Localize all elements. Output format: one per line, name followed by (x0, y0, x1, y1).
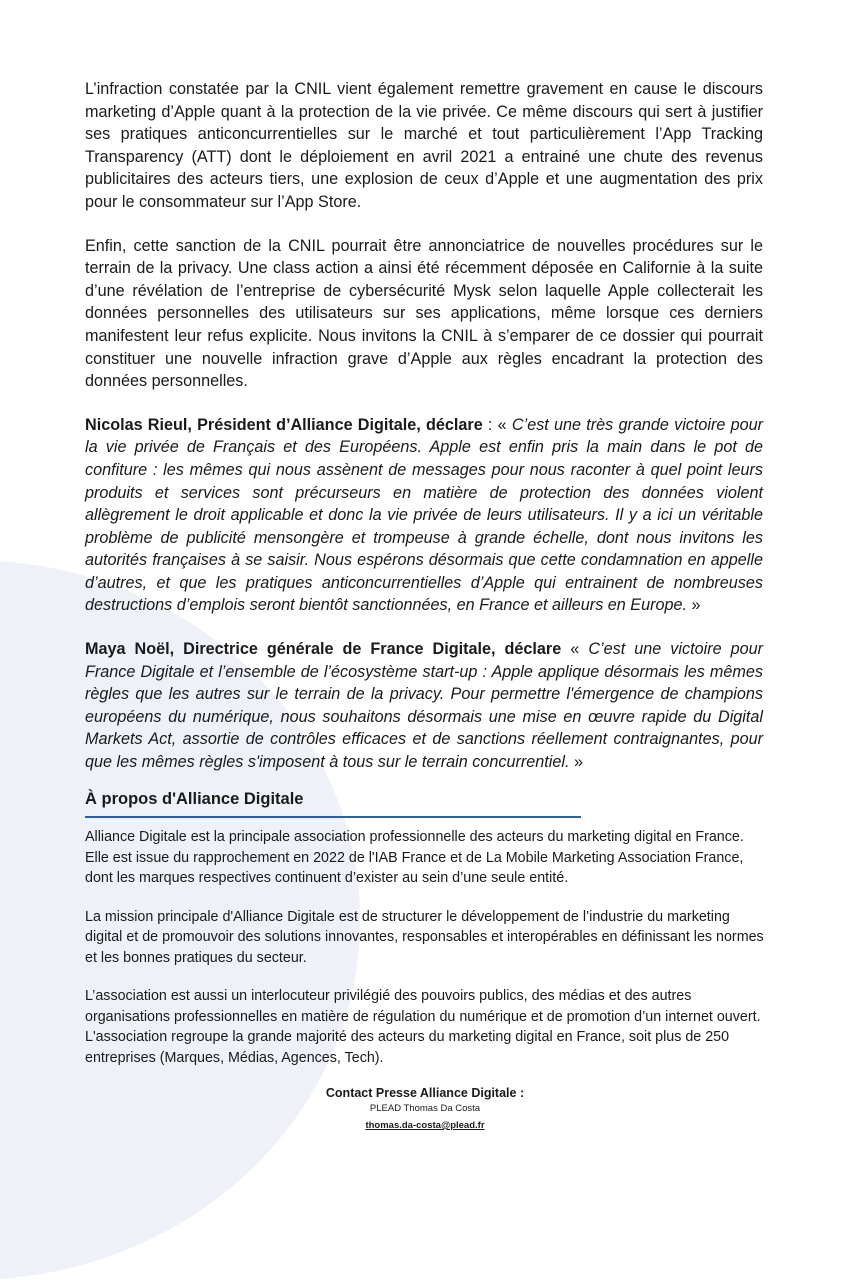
quote-nicolas-rieul: Nicolas Rieul, Président d’Alliance Digitale, déclare : « C’est une très grande victoire pour la vie privée de Français et des Européens. Apple est enfin pris la main dans le pot de confiture : les mêmes qui nous assènent de messages pour nous raconter à quel point leurs produits et services sont précurseurs en matière de protection des données violent allègrement le droit applicable et donc la vie privée de leurs utilisateurs. Il y a ici un véritable problème de publicité mensongère et trompeuse à grande échelle, dont nous invitons les autorités françaises à se saisir. Nous espérons désormais que cette condamnation en appelle d’autres, et que les pratiques anticoncurrentielles d’Apple qui entrainent de nombreuses destructions d’emplois seront bientôt sanctionnées, en France et ailleurs en Europe. » (85, 415, 764, 615)
quote-text: C’est une très grande victoire pour la vie privée de Français et des Européens. Apple est enfin pris la main dans le pot de confiture : les mêmes qui nous assènent de messages pour nous raconter à quel point leurs produits et services sont précurseurs en matière de protection des données violent allègrement le droit applicable et donc la vie privée de leurs utilisateurs. Il y a ici un véritable problème de publicité mensongère et trompeuse à grande échelle, dont nous invitons les autorités françaises à se saisir. Nous espérons désormais que cette condamnation en appelle d’autres, et que les pratiques anticoncurrentielles d’Apple qui entrainent de nombreuses destructions d’emplois seront bientôt sanctionnées, en France et ailleurs en Europe. (85, 415, 764, 615)
quote-maya-noel: Maya Noël, Directrice générale de France Digitale, déclare « C’est une victoire pour France Digitale et l’ensemble de l’écosystème start-up : Apple applique désormais les mêmes règles que les autres sur le terrain de la privacy. Pour permettre l'émergence de champions européens du numérique, nous souhaitons désormais une mise en œuvre rapide du Digital Markets Act, assortie de contrôles efficaces et de sanctions réellement contraignantes, pour que les mêmes règles s'imposent à tous sur le terrain concurrentiel. » (85, 640, 764, 772)
paragraph-class-action: Enfin, cette sanction de la CNIL pourrait être annonciatrice de nouvelles procédures sur le terrain de la privacy. Une class action a ainsi été récemment déposée en Californie à la suite d’une révélation de l’entreprise de cybersécurité Mysk selon laquelle Apple collecterait les données personnelles des utilisateurs sur ses applications, même lorsque ces derniers manifestent leur refus explicite. Nous invitons la CNIL à s’emparer de ce dossier qui pourrait constituer une nouvelle infraction grave d’Apple aux règles encadrant la protection des données personnelles. (85, 236, 763, 391)
press-contact (0, 1085, 850, 1133)
about-paragraph: Alliance Digitale est la principale association professionnelle des acteurs du marketing digital en France. Elle est issue du rapprochement en 2022 de l'IAB France et de La Mobile Marketing Association France, dont les marques respectives continuent d’exister au sein d’une seule entité. (85, 829, 744, 886)
contact-title: Contact Presse Alliance Digitale : (325, 1086, 525, 1100)
heading-divider (85, 816, 581, 818)
contact-email-link[interactable]: thomas.da-costa@plead.fr (365, 1120, 485, 1131)
press-release-body (85, 78, 763, 774)
about-paragraph: L’association est aussi un interlocuteur privilégié des pouvoirs publics, des médias et des autres organisations professionnelles en matière de régulation du numérique et de promotion d’un internet ouvert. L'association regroupe la grande majorité des acteurs du marketing digital en France, soit plus de 250 entreprises (Marques, Médias, Agences, Tech). (85, 988, 761, 1066)
quote-speaker: Nicolas Rieul, Président d’Alliance Digitale, déclare (85, 415, 483, 434)
contact-name: PLEAD Thomas Da Costa (369, 1103, 481, 1114)
quote-text: C’est une victoire pour France Digitale et l’ensemble de l’écosystème start-up : Apple applique désormais les mêmes règles que les autres sur le terrain de la privacy. Pour permettre l'émergence de champions européens du numérique, nous souhaitons désormais une mise en œuvre rapide du Digital Markets Act, assortie de contrôles efficaces et de sanctions réellement contraignantes, pour que les mêmes règles s'imposent à tous sur le terrain concurrentiel. (85, 640, 764, 772)
about-section (85, 827, 765, 1068)
about-paragraph: La mission principale d'Alliance Digitale est de structurer le développement de l’industrie du marketing digital et de promouvoir des solutions innovantes, responsables et interopérables en définissant les normes et les bonnes pratiques du secteur. (85, 908, 764, 966)
quote-speaker: Maya Noël, Directrice générale de France Digitale, déclare (85, 640, 562, 659)
paragraph-cnil-infraction: L’infraction constatée par la CNIL vient également remettre gravement en cause le discours marketing d’Apple quant à la protection de la vie privée. Ce même discours qui sert à justifier ses pratiques anticoncurrentielles sur le marché et tout particulièrement l’App Tracking Transparency (ATT) dont le déploiement en avril 2021 a entrainé une chute des revenus publicitaires des acteurs tiers, une explosion de ceux d’Apple et une augmentation des prix pour le consommateur sur l’App Store. (85, 80, 763, 211)
about-heading: À propos d'Alliance Digitale (85, 790, 304, 808)
